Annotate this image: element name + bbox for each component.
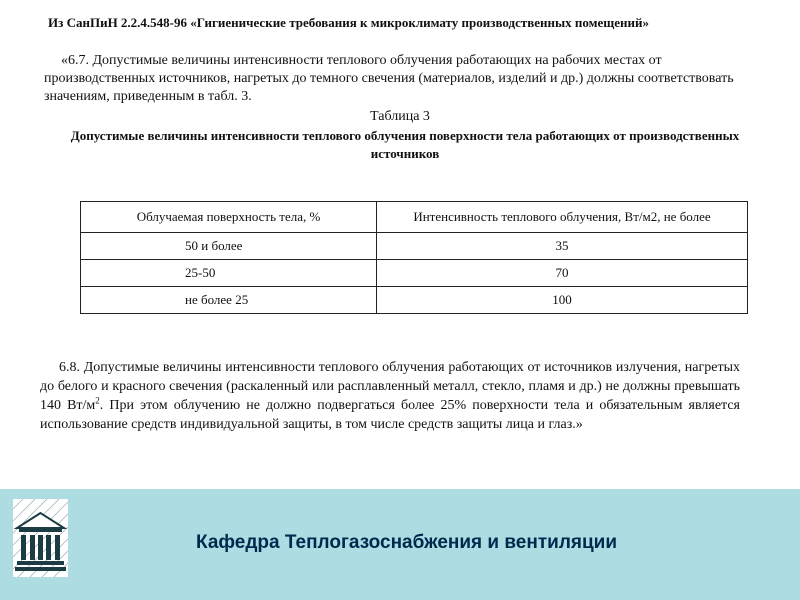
table-cell-intensity: 100 [377,287,748,314]
clause-6-7 [44,52,764,106]
clause-6-8-text: 6.8. Допустимые величины интенсивности теплового облучения работающих от источников излучения, нагретых до белого и красного свечения (раскаленный или расплавленный металл, стекло, пламя и др.) не должны превышать 140 Вт/м [40,360,740,413]
clause-6-7-text: «6.7. Допустимые величины интенсивности теплового облучения работающих на рабочих местах от производственных источников, нагретых до темного свечения (материалов, изделий и др.) должны соответствовать значениям, приведенным в табл. 3. [44,53,734,104]
table-title: Допустимые величины интенсивности теплового облучения поверхности тела работающих от производственных источников [70,128,740,161]
university-building-icon [13,499,68,577]
clause-6-8 [40,358,740,434]
table-cell-surface: 25-50 [81,260,377,287]
column-header-intensity: Интенсивность теплового облучения, Вт/м2, не более [377,202,748,233]
clause-6-8-text-end: . При этом облучению не должно подвергаться более 25% поверхности тела и обязательным является использование средств индивидуальной защиты, в том числе средств защиты лица и глаз.» [40,398,740,432]
table-cell-surface: 50 и более [81,233,377,260]
department-name: Кафедра Теплогазоснабжения и вентиляции [196,532,618,553]
table-3 [80,201,748,314]
table-label: Таблица 3 [370,109,430,124]
table-row [81,287,748,314]
source-heading: Из СанПиН 2.2.4.548-96 «Гигиенические требования к микроклимату производственных помещений» [48,15,649,30]
clause-6-8-superscript: 2 [95,395,100,406]
table-header-row [81,202,748,233]
column-header-surface: Облучаемая поверхность тела, % [81,202,377,233]
table-cell-intensity: 70 [377,260,748,287]
table-row [81,260,748,287]
table-row [81,233,748,260]
table-cell-intensity: 35 [377,233,748,260]
table-cell-surface: не более 25 [81,287,377,314]
